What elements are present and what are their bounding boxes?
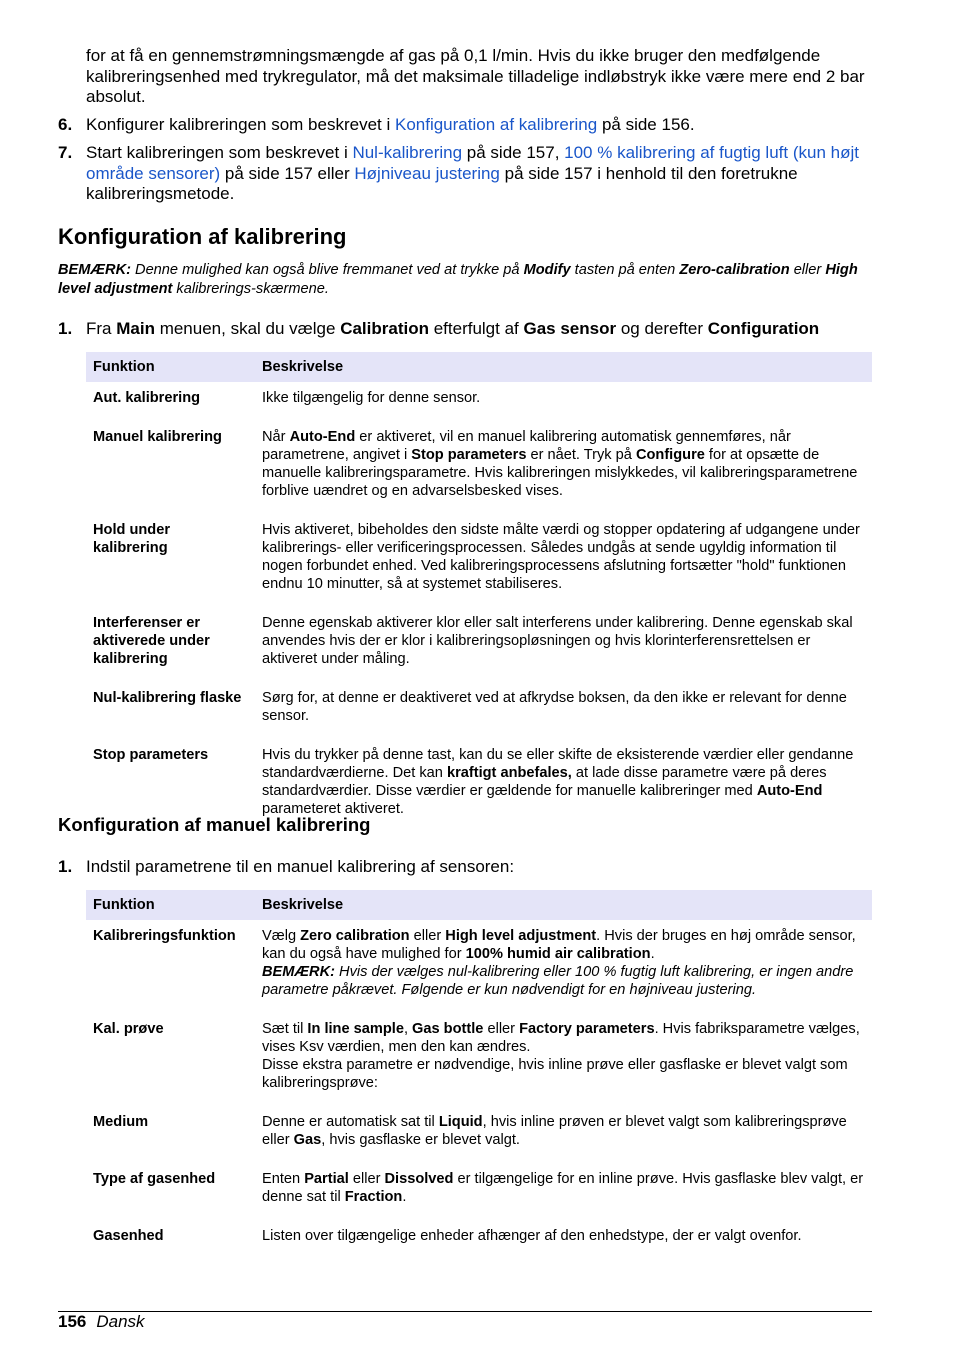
description-cell: Vælg Zero calibration eller High level adjustment. Hvis der bruges en høj område sensor, kan du også have mulighed for 100% humid air calibration. BEMÆRK: Hvis der vælges nul-kalibrering eller 100 % fugtig luft kalibrering, er ingen andre parametre påkrævet. Følgende er kun nødvendigt for en højniveau justering. <box>262 928 856 998</box>
manual-calibration-table <box>86 890 872 1252</box>
description-cell: Denne egenskab aktiverer klor eller salt interferens under kalibrering. Denne egenskab skal anvendes hvis der er klor i kalibreringsopløsningen og hvis klorinterferensrettelsen er aktiveret under måling. <box>262 615 853 667</box>
note: BEMÆRK: Denne mulighed kan også blive fremmanet ved at trykke på Modify tasten på enten Zero-calibration eller High level adjustment kalibrerings-skærmene. <box>58 262 858 297</box>
function-cell: Aut. kalibrering <box>93 390 201 406</box>
description-cell: Listen over tilgængelige enheder afhænger af den enhedstype, der er valgt ovenfor. <box>262 1228 802 1244</box>
footer-language: Dansk <box>96 1312 145 1331</box>
table-row <box>86 1163 872 1220</box>
column-header-beskrivelse: Beskrivelse <box>255 352 872 382</box>
link-100-kalibrering-fugtig-luft[interactable]: 100 % kalibrering af fugtig luft (kun højt område sensorer) <box>86 143 859 183</box>
function-cell: Nul-kalibrering flaske <box>93 690 242 706</box>
description-cell: Hvis du trykker på denne tast, kan du se eller skifte de eksisterende værdier eller gendanne standardværdierne. Det kan kraftigt anbefales, at lade disse parametre være på deres standardværdier. Disse værdier er gældende for manuelle kalibreringer med Auto-End parameteret aktiveret. <box>262 747 854 817</box>
description-cell: Når Auto-End er aktiveret, vil en manuel kalibrering automatisk gennemføres, når parametrene, angivet i Stop parameters er nået. Tryk på Configure for at opsætte de manuelle kalibreringsparametre. Hvis kalibreringen mislykkedes, vil kalibreringsparametrene forblive uændret og en advarselsbesked vises. <box>262 429 858 499</box>
table-row <box>86 1220 872 1252</box>
description-cell: Sørg for, at denne er deaktiveret ved at afkrydse boksen, da den ikke er relevant for denne sensor. <box>262 690 847 724</box>
step-number: 1. <box>58 857 73 876</box>
section1-step-1 <box>58 319 876 340</box>
table-header-row <box>86 890 872 920</box>
function-cell: Manuel kalibrering <box>93 429 222 445</box>
table-row <box>86 682 872 739</box>
function-cell: Type af gasenhed <box>93 1171 216 1187</box>
section-heading-konfiguration: Konfiguration af kalibrering <box>58 224 347 249</box>
note: BEMÆRK: Hvis der vælges nul-kalibrering eller 100 % fugtig luft kalibrering, er ingen andre parametre påkrævet. Følgende er kun nødvendigt for en højniveau justering. <box>262 964 854 998</box>
function-cell: Kalibreringsfunktion <box>93 928 236 944</box>
table-row <box>86 421 872 514</box>
page-footer <box>58 1312 145 1332</box>
step-text: Konfigurer kalibreringen som beskrevet i Konfiguration af kalibrering på side 156. <box>86 115 695 134</box>
section2-step-1 <box>58 857 876 878</box>
step-text: Start kalibreringen som beskrevet i Nul-kalibrering på side 157, 100 % kalibrering af fugtig luft (kun højt område sensorer) på side 157 eller Højniveau justering på side 157 i henhold til den foretrukne kalibreringsmetode. <box>86 143 859 203</box>
step-number: 6. <box>58 115 73 134</box>
function-cell: Kal. prøve <box>93 1021 164 1037</box>
description-cell: Hvis aktiveret, bibeholdes den sidste målte værdi og stopper opdatering af udgangene under kalibrerings- eller verificeringsprocessen. Således undgås at sende ugyldig information til nogen forbundet enhed. Ved kalibreringsprocessens afslutning fortsætter "hold" funktionen endnu 10 minutter, så at systemet stabiliseres. <box>262 522 860 592</box>
table-row <box>86 382 872 421</box>
table-row <box>86 739 872 825</box>
section-heading-manuel-kalibrering: Konfiguration af manuel kalibrering <box>58 814 371 835</box>
link-nul-kalibrering[interactable]: Nul-kalibrering <box>352 143 463 162</box>
table-row <box>86 920 872 1013</box>
column-header-funktion: Funktion <box>86 352 255 382</box>
step-number: 1. <box>58 319 73 338</box>
step-text: Fra Main menuen, skal du vælge Calibration efterfulgt af Gas sensor og derefter Configuration <box>86 319 820 338</box>
function-cell: Hold under kalibrering <box>93 522 171 556</box>
table-row <box>86 514 872 607</box>
footer-divider <box>58 1311 872 1312</box>
step-text: Indstil parametrene til en manuel kalibrering af sensoren: <box>86 857 515 876</box>
function-cell: Stop parameters <box>93 747 209 763</box>
table-row <box>86 607 872 682</box>
column-header-funktion: Funktion <box>86 890 255 920</box>
description-cell: Sæt til In line sample, Gas bottle eller Factory parameters. Hvis fabriksparametre vælges, vises Ksv værdien, men den kan ændres. Disse ekstra parametre er nødvendige, hvis inline prøve eller gasflaske er blevet valgt som kalibreringsprøve: <box>262 1021 860 1091</box>
step-6 <box>58 115 876 136</box>
intro-paragraph: for at få en gennemstrømningsmængde af gas på 0,1 l/min. Hvis du ikke bruger den medfølgende kalibreringsenhed med trykregulator, må det maksimale tilladelige indløbstryk ikke være mere end 2 bar absolut. <box>86 46 865 106</box>
step-number: 7. <box>58 143 73 162</box>
page-number: 156 <box>58 1312 87 1331</box>
link-konfiguration-af-kalibrering[interactable]: Konfiguration af kalibrering <box>394 115 598 134</box>
table-row <box>86 1013 872 1106</box>
table-header-row <box>86 352 872 382</box>
function-cell: Interferenser er aktiverede under kalibrering <box>93 615 210 667</box>
step-7 <box>58 143 876 205</box>
description-cell: Enten Partial eller Dissolved er tilgængelige for en inline prøve. Hvis gasflaske blev valgt, er denne sat til Fraction. <box>262 1171 864 1205</box>
column-header-beskrivelse: Beskrivelse <box>255 890 872 920</box>
function-cell: Medium <box>93 1114 149 1130</box>
link-hojniveau-justering[interactable]: Højniveau justering <box>354 163 500 183</box>
description-cell: Denne er automatisk sat til Liquid, hvis inline prøven er blevet valgt som kalibreringsprøve eller Gas, hvis gasflaske er blevet valgt. <box>262 1114 847 1148</box>
table-row <box>86 1106 872 1163</box>
description-cell: Ikke tilgængelig for denne sensor. <box>262 390 481 406</box>
function-cell: Gasenhed <box>93 1228 164 1244</box>
calibration-config-table <box>86 352 872 825</box>
